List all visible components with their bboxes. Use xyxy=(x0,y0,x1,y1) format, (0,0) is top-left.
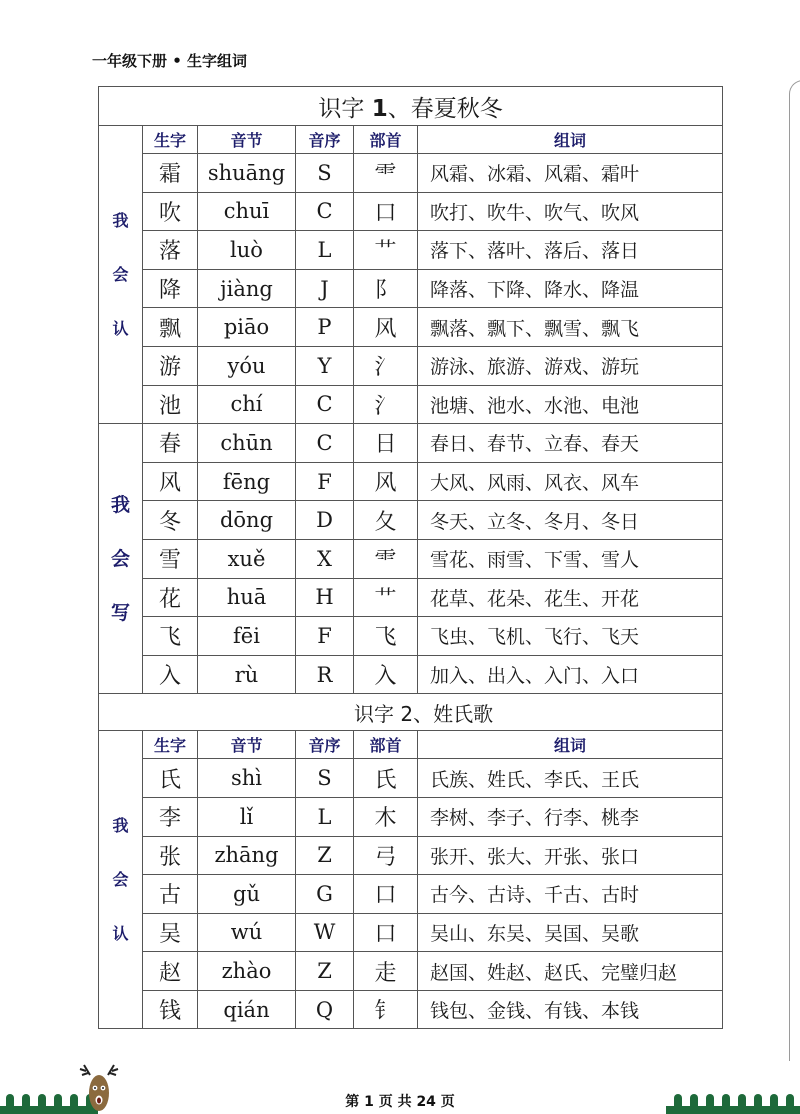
table-row xyxy=(99,424,723,463)
sequence-letter-cell: F xyxy=(296,462,354,501)
pinyin-cell: shuāng xyxy=(198,154,296,193)
pinyin-cell: chuī xyxy=(198,192,296,231)
word-group-cell: 风霜、冰霜、风霜、霜叶 xyxy=(418,154,723,193)
group-label xyxy=(99,424,143,694)
fence-right-decoration xyxy=(666,1088,800,1114)
sequence-letter-cell: F xyxy=(296,617,354,656)
character-cell: 春 xyxy=(143,424,198,463)
group-label-char: 认 xyxy=(112,318,129,338)
column-header-char: 生字 xyxy=(143,731,198,759)
character-cell: 落 xyxy=(143,231,198,270)
page-number: 第 1 页 共 24 页 xyxy=(345,1094,455,1110)
word-group-cell: 氏族、姓氏、李氏、王氏 xyxy=(418,759,723,798)
radical-cell: ⻗ xyxy=(354,154,418,193)
sequence-letter-cell: J xyxy=(296,269,354,308)
table-row xyxy=(99,269,723,308)
word-group-cell: 飘落、飘下、飘雪、飘飞 xyxy=(418,308,723,347)
table-row xyxy=(99,462,723,501)
character-cell: 张 xyxy=(143,836,198,875)
group-label-char: 我 xyxy=(112,210,129,230)
table-row xyxy=(99,539,723,578)
pinyin-cell: luò xyxy=(198,231,296,270)
column-header-seq: 音序 xyxy=(296,126,354,154)
pinyin-cell: wú xyxy=(198,913,296,952)
column-header-char: 生字 xyxy=(143,126,198,154)
sequence-letter-cell: G xyxy=(296,875,354,914)
vocabulary-table xyxy=(98,86,723,1029)
radical-cell: 氏 xyxy=(354,759,418,798)
table-row xyxy=(99,501,723,540)
radical-cell: 日 xyxy=(354,424,418,463)
lesson-title: 识字 2、姓氏歌 xyxy=(353,701,494,726)
table-row xyxy=(99,875,723,914)
word-group-cell: 花草、花朵、花生、开花 xyxy=(418,578,723,617)
sequence-letter-cell: H xyxy=(296,578,354,617)
table-row xyxy=(99,952,723,991)
word-group-cell: 吴山、东吴、吴国、吴歌 xyxy=(418,913,723,952)
group-label-char: 我 xyxy=(112,815,129,835)
sequence-letter-cell: C xyxy=(296,424,354,463)
table-row xyxy=(99,990,723,1029)
pinyin-cell: piāo xyxy=(198,308,296,347)
radical-cell: 飞 xyxy=(354,617,418,656)
pinyin-cell: qián xyxy=(198,990,296,1029)
word-group-cell: 大风、风雨、风衣、风车 xyxy=(418,462,723,501)
radical-cell: 风 xyxy=(354,462,418,501)
table-row xyxy=(99,346,723,385)
pinyin-cell: shì xyxy=(198,759,296,798)
sequence-letter-cell: C xyxy=(296,192,354,231)
sequence-letter-cell: Y xyxy=(296,346,354,385)
word-group-cell: 游泳、旅游、游戏、游玩 xyxy=(418,346,723,385)
character-cell: 冬 xyxy=(143,501,198,540)
group-label-char: 写 xyxy=(110,601,130,624)
character-cell: 风 xyxy=(143,462,198,501)
table-row xyxy=(99,759,723,798)
group-label-char: 会 xyxy=(110,547,130,570)
pinyin-cell: fēng xyxy=(198,462,296,501)
table-row xyxy=(99,578,723,617)
table-row xyxy=(99,913,723,952)
sequence-letter-cell: R xyxy=(296,655,354,694)
pinyin-cell: fēi xyxy=(198,617,296,656)
word-group-cell: 飞虫、飞机、飞行、飞天 xyxy=(418,617,723,656)
sequence-letter-cell: Z xyxy=(296,836,354,875)
pinyin-cell: yóu xyxy=(198,346,296,385)
radical-cell: 钅 xyxy=(354,990,418,1029)
lesson-title-row xyxy=(99,87,723,126)
radical-cell: 氵 xyxy=(354,346,418,385)
word-group-cell: 加入、出入、入门、入口 xyxy=(418,655,723,694)
word-group-cell: 钱包、金钱、有钱、本钱 xyxy=(418,990,723,1029)
pinyin-cell: rù xyxy=(198,655,296,694)
sequence-letter-cell: S xyxy=(296,759,354,798)
page-header-title: 一年级下册 • 生字组词 xyxy=(92,52,248,70)
column-header-radical: 部首 xyxy=(354,126,418,154)
word-group-cell: 李树、李子、行李、桃李 xyxy=(418,797,723,836)
word-group-cell: 赵国、姓赵、赵氏、完璧归赵 xyxy=(418,952,723,991)
word-group-cell: 古今、古诗、千古、古时 xyxy=(418,875,723,914)
sequence-letter-cell: S xyxy=(296,154,354,193)
group-label xyxy=(99,731,143,1029)
pinyin-cell: dōng xyxy=(198,501,296,540)
radical-cell: ⻗ xyxy=(354,539,418,578)
pinyin-cell: chūn xyxy=(198,424,296,463)
character-cell: 吹 xyxy=(143,192,198,231)
character-cell: 池 xyxy=(143,385,198,424)
word-group-cell: 降落、下降、降水、降温 xyxy=(418,269,723,308)
sequence-letter-cell: L xyxy=(296,797,354,836)
character-cell: 氏 xyxy=(143,759,198,798)
word-group-cell: 雪花、雨雪、下雪、雪人 xyxy=(418,539,723,578)
word-group-cell: 春日、春节、立春、春天 xyxy=(418,424,723,463)
radical-cell: 风 xyxy=(354,308,418,347)
column-header-radical: 部首 xyxy=(354,731,418,759)
character-cell: 飘 xyxy=(143,308,198,347)
radical-cell: 口 xyxy=(354,875,418,914)
column-header-row xyxy=(99,731,723,759)
character-cell: 游 xyxy=(143,346,198,385)
character-cell: 入 xyxy=(143,655,198,694)
word-group-cell: 吹打、吹牛、吹气、吹风 xyxy=(418,192,723,231)
character-cell: 降 xyxy=(143,269,198,308)
radical-cell: 走 xyxy=(354,952,418,991)
table-row xyxy=(99,385,723,424)
radical-cell: 夂 xyxy=(354,501,418,540)
sequence-letter-cell: Z xyxy=(296,952,354,991)
radical-cell: 口 xyxy=(354,913,418,952)
group-label-char: 我 xyxy=(110,493,130,516)
pinyin-cell: zhào xyxy=(198,952,296,991)
group-label xyxy=(99,126,143,424)
pinyin-cell: xuě xyxy=(198,539,296,578)
table-row xyxy=(99,154,723,193)
word-group-cell: 冬天、立冬、冬月、冬日 xyxy=(418,501,723,540)
table-row xyxy=(99,655,723,694)
character-cell: 钱 xyxy=(143,990,198,1029)
radical-cell: 艹 xyxy=(354,578,418,617)
character-cell: 飞 xyxy=(143,617,198,656)
pinyin-cell: jiàng xyxy=(198,269,296,308)
column-header-words: 组词 xyxy=(418,731,723,759)
pinyin-cell: lǐ xyxy=(198,797,296,836)
column-header-seq: 音序 xyxy=(296,731,354,759)
group-label-char: 认 xyxy=(112,923,129,943)
table-row xyxy=(99,308,723,347)
sequence-letter-cell: W xyxy=(296,913,354,952)
character-cell: 吴 xyxy=(143,913,198,952)
column-header-pinyin: 音节 xyxy=(198,126,296,154)
column-header-row xyxy=(99,126,723,154)
word-group-cell: 池塘、池水、水池、电池 xyxy=(418,385,723,424)
character-cell: 赵 xyxy=(143,952,198,991)
scroll-decoration xyxy=(789,80,800,1061)
table-row xyxy=(99,617,723,656)
radical-cell: 氵 xyxy=(354,385,418,424)
pinyin-cell: chí xyxy=(198,385,296,424)
table-row xyxy=(99,231,723,270)
column-header-pinyin: 音节 xyxy=(198,731,296,759)
character-cell: 霜 xyxy=(143,154,198,193)
word-group-cell: 张开、张大、开张、张口 xyxy=(418,836,723,875)
sequence-letter-cell: Q xyxy=(296,990,354,1029)
table-row xyxy=(99,797,723,836)
lesson-title: 识字 1、春夏秋冬 xyxy=(318,95,503,122)
character-cell: 李 xyxy=(143,797,198,836)
table-row xyxy=(99,192,723,231)
radical-cell: 艹 xyxy=(354,231,418,270)
radical-cell: 木 xyxy=(354,797,418,836)
sequence-letter-cell: X xyxy=(296,539,354,578)
group-label-char: 会 xyxy=(112,869,129,889)
character-cell: 古 xyxy=(143,875,198,914)
column-header-words: 组词 xyxy=(418,126,723,154)
pinyin-cell: gǔ xyxy=(198,875,296,914)
sequence-letter-cell: L xyxy=(296,231,354,270)
radical-cell: 口 xyxy=(354,192,418,231)
character-cell: 雪 xyxy=(143,539,198,578)
radical-cell: 弓 xyxy=(354,836,418,875)
radical-cell: 阝 xyxy=(354,269,418,308)
word-group-cell: 落下、落叶、落后、落日 xyxy=(418,231,723,270)
pinyin-cell: huā xyxy=(198,578,296,617)
sequence-letter-cell: C xyxy=(296,385,354,424)
sequence-letter-cell: P xyxy=(296,308,354,347)
pinyin-cell: zhāng xyxy=(198,836,296,875)
sequence-letter-cell: D xyxy=(296,501,354,540)
deer-icon xyxy=(74,1063,124,1114)
table-row xyxy=(99,836,723,875)
lesson-title-row xyxy=(99,694,723,731)
character-cell: 花 xyxy=(143,578,198,617)
group-label-char: 会 xyxy=(112,264,129,284)
radical-cell: 入 xyxy=(354,655,418,694)
